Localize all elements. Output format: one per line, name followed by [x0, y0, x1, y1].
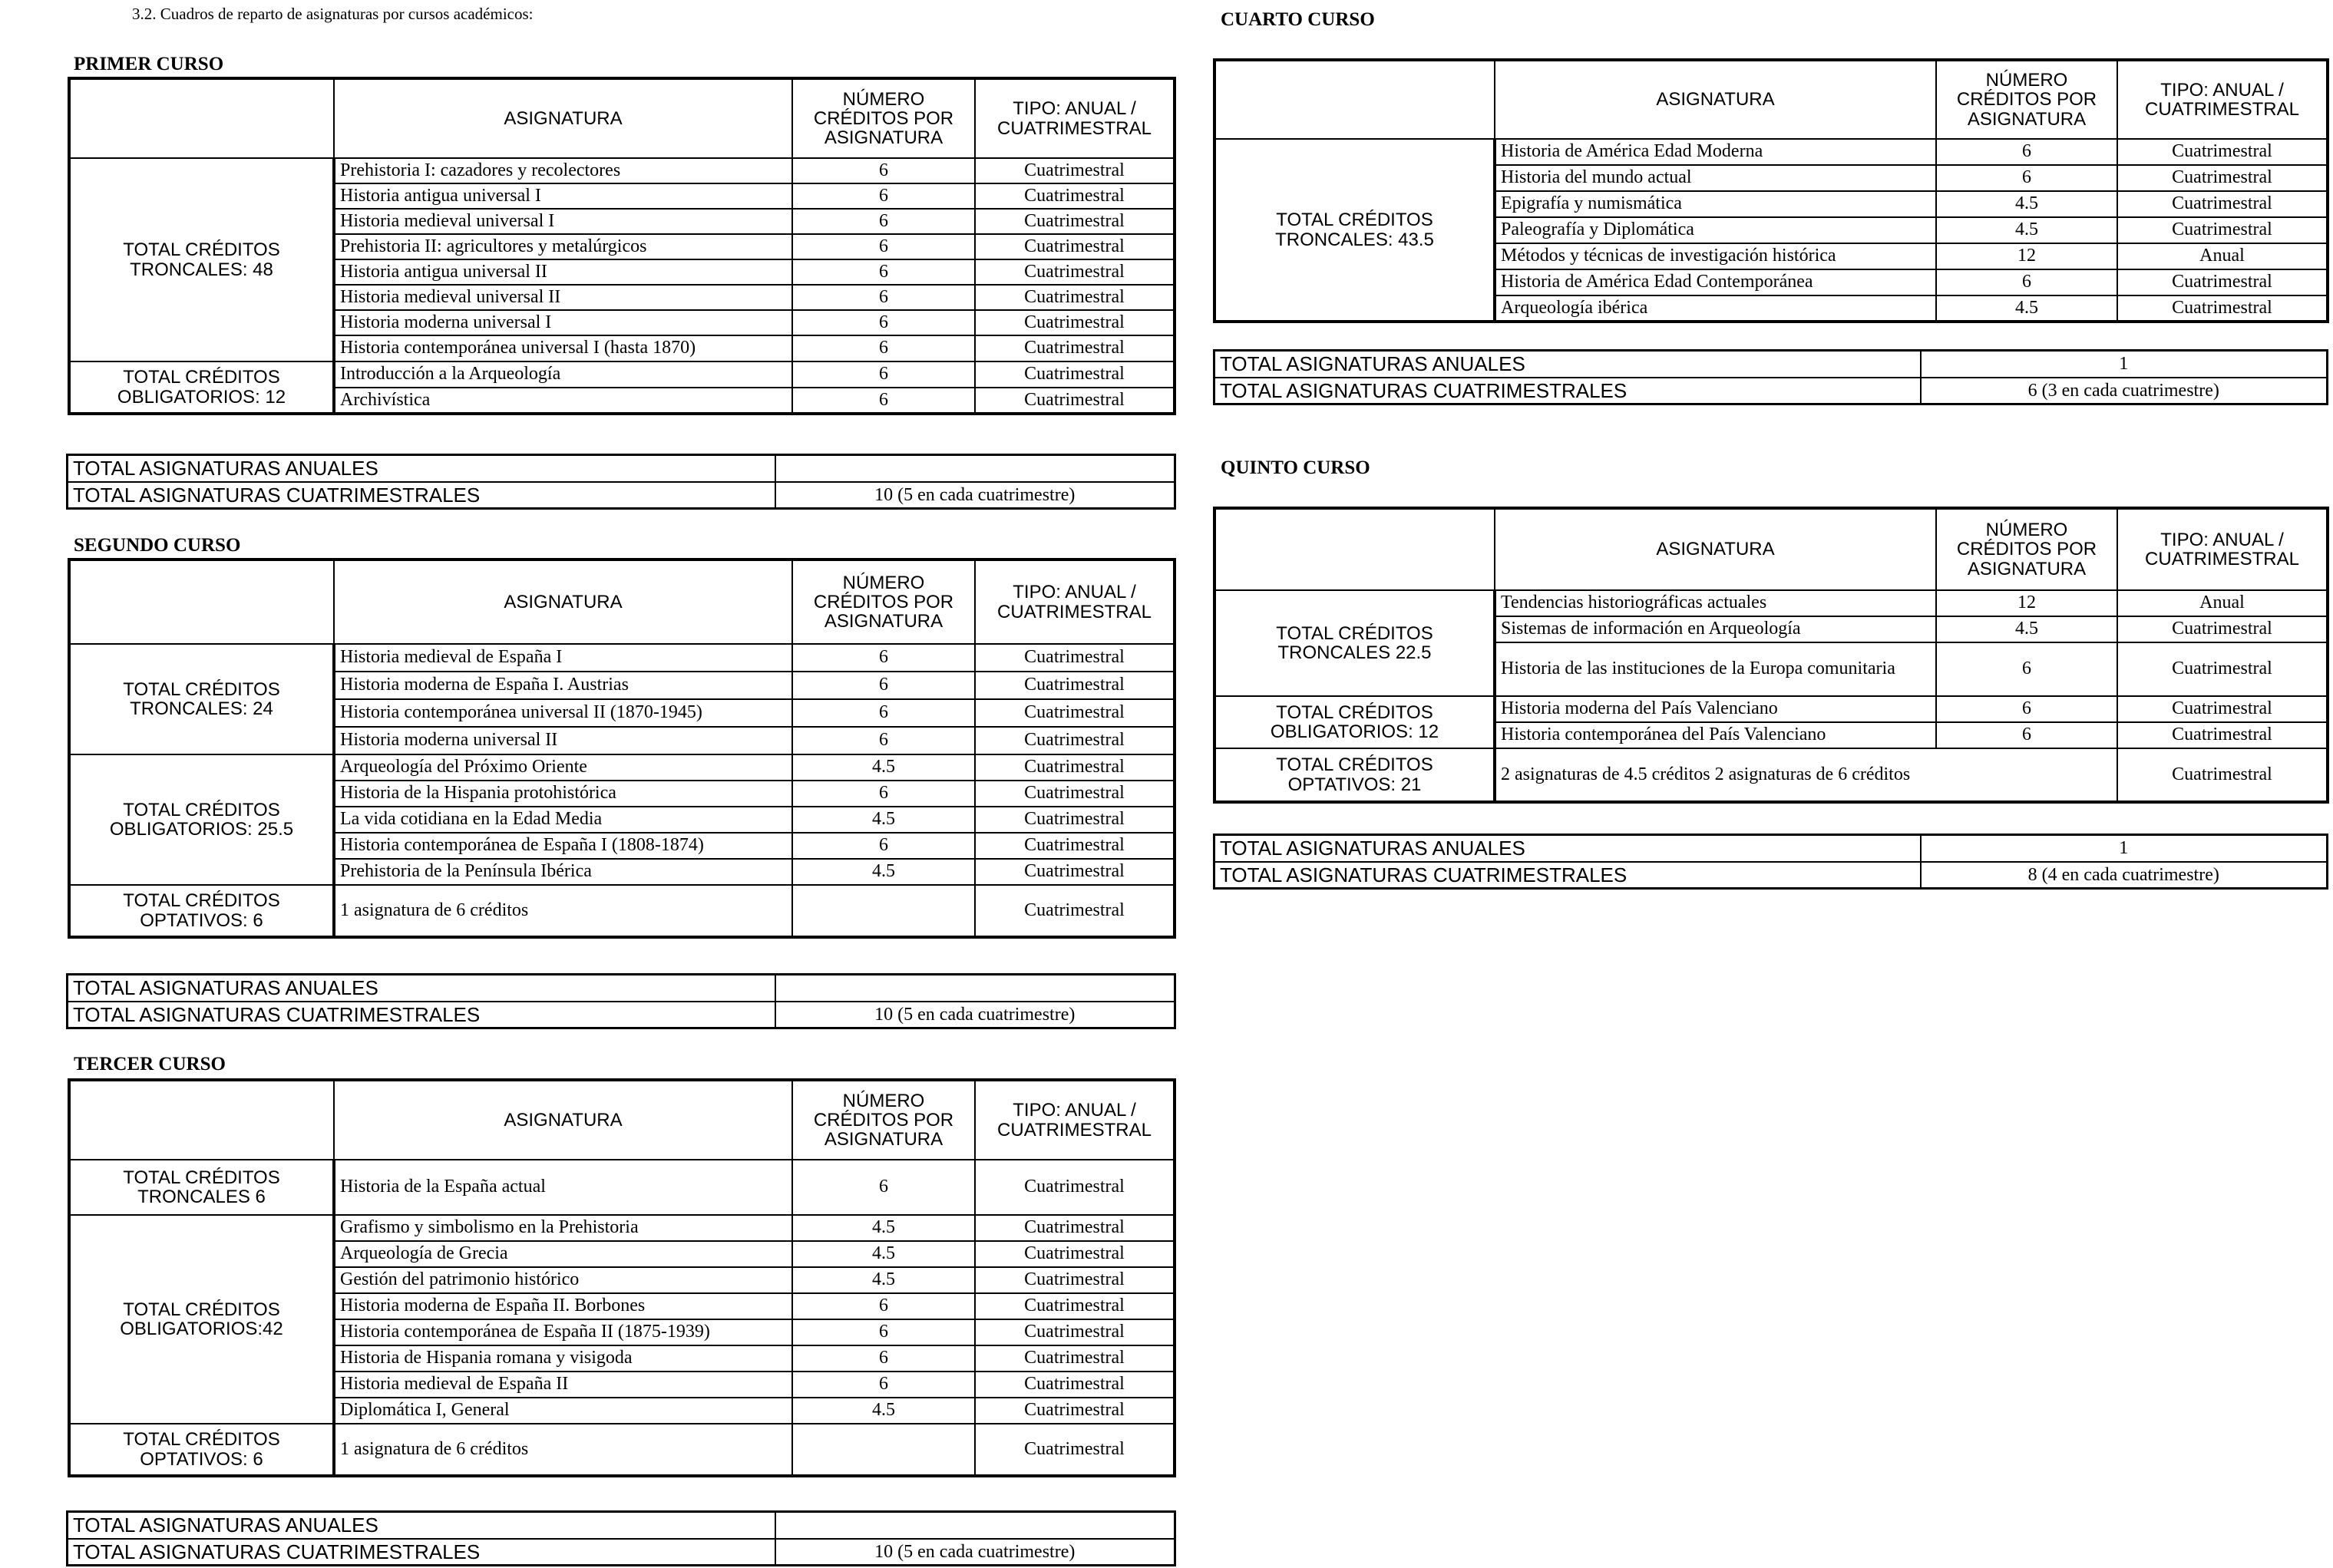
- credits-cell: 6: [792, 209, 975, 234]
- type-cell: Cuatrimestral: [2117, 616, 2328, 642]
- credits-cell: 4.5: [792, 859, 975, 885]
- subject-cell: Paleografía y Diplomática: [1495, 217, 1936, 243]
- credits-cell: 6: [792, 1372, 975, 1398]
- subject-cell: Epigrafía y numismática: [1495, 191, 1936, 217]
- header-credits: NÚMERO CRÉDITOS POR ASIGNATURA: [792, 1080, 975, 1160]
- type-cell: Cuatrimestral: [2117, 191, 2328, 217]
- total-semester-value: 10 (5 en cada cuatrimestre): [775, 1539, 1175, 1566]
- subject-cell: Grafismo y simbolismo en la Prehistoria: [334, 1215, 792, 1241]
- type-cell: Cuatrimestral: [975, 781, 1175, 807]
- subject-cell: Historia de América Edad Contemporánea: [1495, 269, 1936, 295]
- course-table-4: [1213, 58, 2329, 323]
- course-table-2: [68, 558, 1176, 939]
- type-cell: Cuatrimestral: [975, 1372, 1175, 1398]
- type-cell: Cuatrimestral: [975, 1345, 1175, 1372]
- type-cell: Cuatrimestral: [2117, 295, 2328, 322]
- subject-cell: Historia de la Hispania protohistórica: [334, 781, 792, 807]
- credits-cell: 6: [792, 285, 975, 310]
- type-cell: Cuatrimestral: [975, 699, 1175, 727]
- credits-cell: 4.5: [1936, 295, 2117, 322]
- type-cell: Cuatrimestral: [2117, 217, 2328, 243]
- group-label: TOTAL CRÉDITOS OBLIGATORIOS:42: [69, 1215, 334, 1424]
- total-semester-value: 10 (5 en cada cuatrimestre): [775, 1002, 1175, 1028]
- type-cell: Cuatrimestral: [975, 754, 1175, 781]
- subject-cell: Historia antigua universal II: [334, 259, 792, 285]
- total-semester-label: TOTAL ASIGNATURAS CUATRIMESTRALES: [68, 1002, 775, 1028]
- credits-cell: 6: [1936, 696, 2117, 722]
- credits-cell: 4.5: [792, 807, 975, 833]
- header-credits: NÚMERO CRÉDITOS POR ASIGNATURA: [792, 560, 975, 644]
- type-cell: Cuatrimestral: [2117, 642, 2328, 696]
- credits-cell: 4.5: [1936, 217, 2117, 243]
- credits-cell: 6: [792, 183, 975, 209]
- total-annual-value: 1: [1921, 351, 2328, 378]
- subject-cell: Arqueología ibérica: [1495, 295, 1936, 322]
- subject-cell: Prehistoria I: cazadores y recolectores: [334, 158, 792, 183]
- type-cell: Cuatrimestral: [975, 361, 1175, 388]
- credits-cell: 6: [1936, 642, 2117, 696]
- credits-cell: 4.5: [792, 1398, 975, 1424]
- total-annual-value: [775, 455, 1175, 482]
- subject-cell: Prehistoria de la Península Ibérica: [334, 859, 792, 885]
- credits-cell: 6: [1936, 722, 2117, 748]
- header-type: TIPO: ANUAL / CUATRIMESTRAL: [2117, 508, 2328, 590]
- subject-cell: Sistemas de información en Arqueología: [1495, 616, 1936, 642]
- totals-table-2: [66, 973, 1176, 1029]
- totals-table-3: [66, 1510, 1176, 1566]
- course-title: PRIMER CURSO: [74, 54, 224, 74]
- type-cell: Cuatrimestral: [975, 335, 1175, 361]
- credits-cell: 4.5: [792, 1241, 975, 1267]
- header-credits: NÚMERO CRÉDITOS POR ASIGNATURA: [1936, 60, 2117, 139]
- type-cell: Cuatrimestral: [975, 1293, 1175, 1319]
- subject-cell: Historia contemporánea de España I (1808-1874): [334, 833, 792, 859]
- type-cell: Cuatrimestral: [975, 1267, 1175, 1293]
- type-cell: Cuatrimestral: [975, 1241, 1175, 1267]
- totals-table-5: [1213, 834, 2328, 890]
- group-label: TOTAL CRÉDITOS OPTATIVOS: 6: [69, 1424, 334, 1476]
- subject-cell: Historia medieval de España II: [334, 1372, 792, 1398]
- total-annual-value: [775, 975, 1175, 1002]
- total-annual-label: TOTAL ASIGNATURAS ANUALES: [68, 455, 775, 482]
- subject-cell: La vida cotidiana en la Edad Media: [334, 807, 792, 833]
- total-semester-label: TOTAL ASIGNATURAS CUATRIMESTRALES: [1214, 378, 1921, 404]
- type-cell: Cuatrimestral: [975, 388, 1175, 414]
- subject-cell: Historia moderna universal I: [334, 310, 792, 335]
- subject-cell: Historia contemporánea del País Valenciano: [1495, 722, 1936, 748]
- header-subject: ASIGNATURA: [1495, 508, 1936, 590]
- credits-cell: 6: [792, 672, 975, 699]
- total-semester-label: TOTAL ASIGNATURAS CUATRIMESTRALES: [68, 482, 775, 509]
- type-cell: Cuatrimestral: [975, 833, 1175, 859]
- header-type: TIPO: ANUAL / CUATRIMESTRAL: [975, 1080, 1175, 1160]
- header-type: TIPO: ANUAL / CUATRIMESTRAL: [2117, 60, 2328, 139]
- group-label: TOTAL CRÉDITOS TRONCALES 22.5: [1214, 590, 1495, 696]
- course-title: QUINTO CURSO: [1221, 457, 1370, 478]
- type-cell: Anual: [2117, 243, 2328, 269]
- credits-cell: 12: [1936, 243, 2117, 269]
- subject-cell: Tendencias historiográficas actuales: [1495, 590, 1936, 616]
- credits-cell: 12: [1936, 590, 2117, 616]
- total-annual-value: 1: [1921, 835, 2328, 862]
- type-cell: Cuatrimestral: [975, 285, 1175, 310]
- course-title: CUARTO CURSO: [1221, 9, 1375, 30]
- total-annual-label: TOTAL ASIGNATURAS ANUALES: [68, 1512, 775, 1539]
- credits-cell: 6: [792, 158, 975, 183]
- credits-cell: 6: [792, 644, 975, 672]
- credits-cell: 4.5: [792, 754, 975, 781]
- type-cell: Cuatrimestral: [975, 259, 1175, 285]
- credits-cell: 6: [792, 259, 975, 285]
- type-cell: Cuatrimestral: [975, 1215, 1175, 1241]
- total-annual-label: TOTAL ASIGNATURAS ANUALES: [1214, 835, 1921, 862]
- credits-cell: 6: [792, 1319, 975, 1345]
- credits-cell: 6: [792, 1293, 975, 1319]
- subject-cell: Arqueología del Próximo Oriente: [334, 754, 792, 781]
- type-cell: Cuatrimestral: [975, 183, 1175, 209]
- type-cell: Cuatrimestral: [975, 644, 1175, 672]
- group-label: TOTAL CRÉDITOS OPTATIVOS: 21: [1214, 748, 1495, 802]
- subject-cell: Historia medieval de España I: [334, 644, 792, 672]
- type-cell: Cuatrimestral: [2117, 748, 2328, 802]
- type-cell: Cuatrimestral: [975, 1319, 1175, 1345]
- type-cell: Cuatrimestral: [975, 727, 1175, 754]
- subject-cell: Archivística: [334, 388, 792, 414]
- credits-cell: 6: [1936, 269, 2117, 295]
- subject-cell: Historia contemporánea universal I (hasta 1870): [334, 335, 792, 361]
- total-annual-value: [775, 1512, 1175, 1539]
- course-table-5: [1213, 507, 2329, 804]
- subject-cell: Historia medieval universal II: [334, 285, 792, 310]
- header-subject: ASIGNATURA: [334, 78, 792, 158]
- subject-cell: Historia moderna de España II. Borbones: [334, 1293, 792, 1319]
- type-cell: Cuatrimestral: [975, 234, 1175, 259]
- totals-table-4: [1213, 349, 2328, 405]
- type-cell: Cuatrimestral: [975, 209, 1175, 234]
- credits-cell: 6: [1936, 165, 2117, 191]
- group-label: TOTAL CRÉDITOS OBLIGATORIOS: 12: [69, 361, 334, 414]
- course-table-1: [68, 77, 1176, 415]
- total-semester-value: 8 (4 en cada cuatrimestre): [1921, 862, 2328, 889]
- header-type: TIPO: ANUAL / CUATRIMESTRAL: [975, 78, 1175, 158]
- subject-cell: Historia de las instituciones de la Europa comunitaria: [1495, 642, 1936, 696]
- credits-cell: 6: [792, 335, 975, 361]
- subject-cell: Métodos y técnicas de investigación histórica: [1495, 243, 1936, 269]
- subject-cell: 1 asignatura de 6 créditos: [334, 1424, 792, 1476]
- credits-cell: 6: [792, 234, 975, 259]
- total-annual-label: TOTAL ASIGNATURAS ANUALES: [68, 975, 775, 1002]
- type-cell: Cuatrimestral: [2117, 696, 2328, 722]
- credits-cell: 4.5: [1936, 191, 2117, 217]
- header-credits: NÚMERO CRÉDITOS POR ASIGNATURA: [1936, 508, 2117, 590]
- credits-cell: 6: [792, 727, 975, 754]
- credits-cell: 6: [792, 310, 975, 335]
- total-annual-label: TOTAL ASIGNATURAS ANUALES: [1214, 351, 1921, 378]
- subject-cell: Historia de Hispania romana y visigoda: [334, 1345, 792, 1372]
- subject-cell: 1 asignatura de 6 créditos: [334, 885, 792, 937]
- subject-cell: Historia contemporánea de España II (1875-1939): [334, 1319, 792, 1345]
- group-label: TOTAL CRÉDITOS TRONCALES: 24: [69, 644, 334, 754]
- credits-cell: 4.5: [792, 1267, 975, 1293]
- credits-cell: 4.5: [792, 1215, 975, 1241]
- course-title: TERCER CURSO: [74, 1054, 226, 1074]
- intro-heading: 3.2. Cuadros de reparto de asignaturas por cursos académicos:: [132, 5, 534, 23]
- group-label: TOTAL CRÉDITOS OPTATIVOS: 6: [69, 885, 334, 937]
- subject-cell: Historia moderna universal II: [334, 727, 792, 754]
- subject-cell: 2 asignaturas de 4.5 créditos 2 asignaturas de 6 créditos: [1495, 748, 2117, 802]
- type-cell: Cuatrimestral: [2117, 165, 2328, 191]
- course-title: SEGUNDO CURSO: [74, 535, 241, 556]
- credits-cell: 6: [792, 1345, 975, 1372]
- type-cell: Cuatrimestral: [975, 158, 1175, 183]
- course-table-3: [68, 1078, 1176, 1477]
- subject-cell: Historia antigua universal I: [334, 183, 792, 209]
- type-cell: Cuatrimestral: [975, 807, 1175, 833]
- subject-cell: Historia medieval universal I: [334, 209, 792, 234]
- credits-cell: 6: [792, 781, 975, 807]
- header-type: TIPO: ANUAL / CUATRIMESTRAL: [975, 560, 1175, 644]
- credits-cell: 6: [1936, 139, 2117, 165]
- subject-cell: Historia de América Edad Moderna: [1495, 139, 1936, 165]
- credits-cell: 6: [792, 833, 975, 859]
- type-cell: Cuatrimestral: [975, 885, 1175, 937]
- type-cell: Cuatrimestral: [975, 1160, 1175, 1215]
- credits-cell: 6: [792, 1160, 975, 1215]
- credits-cell: 6: [792, 361, 975, 388]
- type-cell: Cuatrimestral: [975, 310, 1175, 335]
- subject-cell: Historia moderna del País Valenciano: [1495, 696, 1936, 722]
- header-subject: ASIGNATURA: [334, 1080, 792, 1160]
- subject-cell: Gestión del patrimonio histórico: [334, 1267, 792, 1293]
- subject-cell: Introducción a la Arqueología: [334, 361, 792, 388]
- credits-cell: 6: [792, 388, 975, 414]
- group-label: TOTAL CRÉDITOS TRONCALES 6: [69, 1160, 334, 1215]
- group-label: TOTAL CRÉDITOS TRONCALES: 48: [69, 158, 334, 361]
- group-label: TOTAL CRÉDITOS OBLIGATORIOS: 12: [1214, 696, 1495, 748]
- total-semester-label: TOTAL ASIGNATURAS CUATRIMESTRALES: [1214, 862, 1921, 889]
- type-cell: Cuatrimestral: [2117, 139, 2328, 165]
- group-label: TOTAL CRÉDITOS TRONCALES: 43.5: [1214, 139, 1495, 322]
- credits-cell: [792, 1424, 975, 1476]
- subject-cell: Historia del mundo actual: [1495, 165, 1936, 191]
- type-cell: Cuatrimestral: [975, 1424, 1175, 1476]
- type-cell: Cuatrimestral: [975, 1398, 1175, 1424]
- subject-cell: Historia moderna de España I. Austrias: [334, 672, 792, 699]
- total-semester-value: 10 (5 en cada cuatrimestre): [775, 482, 1175, 509]
- type-cell: Cuatrimestral: [975, 859, 1175, 885]
- totals-table-1: [66, 454, 1176, 510]
- type-cell: Cuatrimestral: [2117, 269, 2328, 295]
- subject-cell: Arqueología de Grecia: [334, 1241, 792, 1267]
- type-cell: Cuatrimestral: [975, 672, 1175, 699]
- credits-cell: [792, 885, 975, 937]
- subject-cell: Diplomática I, General: [334, 1398, 792, 1424]
- total-semester-value: 6 (3 en cada cuatrimestre): [1921, 378, 2328, 404]
- credits-cell: 4.5: [1936, 616, 2117, 642]
- header-credits: NÚMERO CRÉDITOS POR ASIGNATURA: [792, 78, 975, 158]
- subject-cell: Historia de la España actual: [334, 1160, 792, 1215]
- subject-cell: Prehistoria II: agricultores y metalúrgicos: [334, 234, 792, 259]
- total-semester-label: TOTAL ASIGNATURAS CUATRIMESTRALES: [68, 1539, 775, 1566]
- subject-cell: Historia contemporánea universal II (1870-1945): [334, 699, 792, 727]
- header-subject: ASIGNATURA: [334, 560, 792, 644]
- type-cell: Anual: [2117, 590, 2328, 616]
- header-subject: ASIGNATURA: [1495, 60, 1936, 139]
- type-cell: Cuatrimestral: [2117, 722, 2328, 748]
- credits-cell: 6: [792, 699, 975, 727]
- group-label: TOTAL CRÉDITOS OBLIGATORIOS: 25.5: [69, 754, 334, 885]
